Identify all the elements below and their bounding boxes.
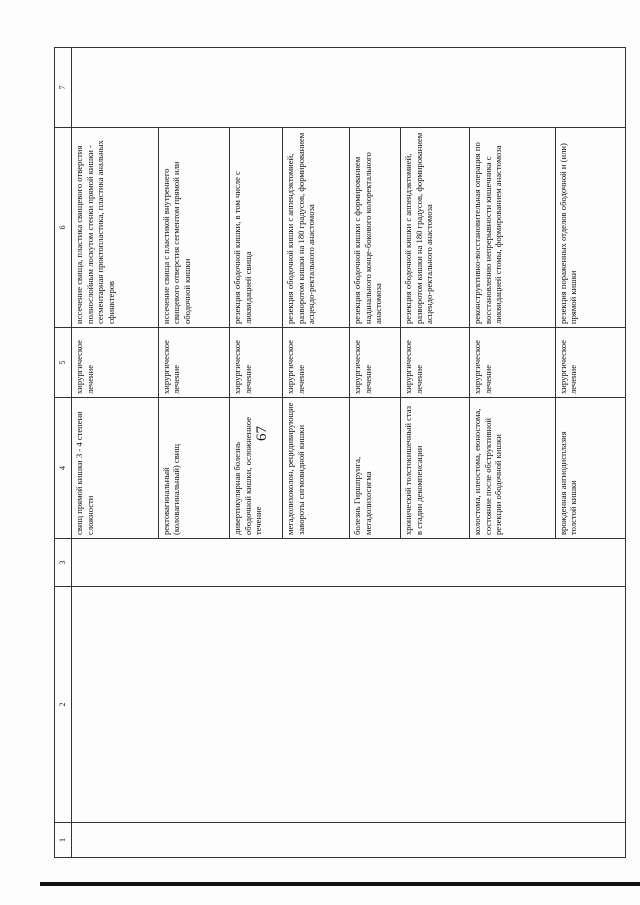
empty-cell xyxy=(72,48,626,128)
method-cell: резекция ободочной кишки с формированием наданального конце-бокового колоректального анастомоза xyxy=(350,128,401,328)
diagnosis-cell: колостома, илеостома, еюностома, состояние после обструктивной резекции ободочной кишки xyxy=(470,398,555,539)
treatment-type-cell: хирургическое лечение xyxy=(283,328,350,398)
method-cell: резекция ободочной кишки с аппендэктомией, разворотом кишки на 180 градусов, формированием асцендо-ректального анастомоза xyxy=(401,128,470,328)
diagnosis-cell: болезнь Гиршпрунга, мегадолихосигма xyxy=(350,398,401,539)
table-row xyxy=(72,48,159,858)
method-cell: резекция пораженных отделов ободочной и (или) прямой кишки xyxy=(555,128,625,328)
empty-cell xyxy=(72,823,626,858)
column-number: 5 xyxy=(55,328,72,398)
column-number: 3 xyxy=(55,539,72,587)
treatment-type-cell: хирургическое лечение xyxy=(158,328,229,398)
treatment-type-cell: хирургическое лечение xyxy=(350,328,401,398)
treatment-type-cell: хирургическое лечение xyxy=(470,328,555,398)
column-number: 4 xyxy=(55,398,72,539)
treatment-type-cell: хирургическое лечение xyxy=(230,328,283,398)
diagnosis-cell: ректовагинальный (коловагинальный) свищ xyxy=(158,398,229,539)
page-number: 67 xyxy=(254,426,270,441)
diagnosis-cell: дивертикулярная болезнь ободочной кишки, осложненное течение xyxy=(230,398,283,539)
method-cell: иссечение свища с пластикой внутреннего свищевого отверстия сегментом прямой или ободочной кишки xyxy=(158,128,229,328)
diagnosis-cell: мегадолихоколон, рецидивирующие завороты сигмовидной кишки xyxy=(283,398,350,539)
treatment-type-cell: хирургическое лечение xyxy=(555,328,625,398)
method-cell: иссечение свища, пластика свищевого отверстия полнослойным лоскутом стенки прямой кишки - сегментарная проктопластика, пластика анальных сфинктеров xyxy=(72,128,159,328)
diagnosis-cell: свищ прямой кишки 3 - 4 степени сложности xyxy=(72,398,159,539)
rotated-table-wrapper xyxy=(54,48,626,858)
treatment-type-cell: хирургическое лечение xyxy=(72,328,159,398)
column-number: 1 xyxy=(55,823,72,858)
column-number: 7 xyxy=(55,48,72,128)
method-cell: реконструктивно-восстановительная операция по восстановлению непрерывности кишечника с ликвидацией стомы, формированием анастомоза xyxy=(470,128,555,328)
column-number: 6 xyxy=(55,128,72,328)
method-cell: резекция ободочной кишки, в том числе с ликвидацией свища xyxy=(230,128,283,328)
method-cell: резекция ободочной кишки с аппендэктомией, разворотом кишки на 180 градусов, формированием асцендо-ректального анастомоза xyxy=(283,128,350,328)
empty-cell xyxy=(72,539,626,587)
empty-cell xyxy=(72,587,626,823)
column-number-row xyxy=(55,48,72,858)
treatment-type-cell: хирургическое лечение xyxy=(401,328,470,398)
procedures-table xyxy=(54,47,626,858)
diagnosis-cell: хронический толстокишечный стаз в стадии декомпенсации xyxy=(401,398,470,539)
column-number: 2 xyxy=(55,587,72,823)
bottom-rule xyxy=(40,882,640,886)
diagnosis-cell: врожденная ангиодисплазия толстой кишки xyxy=(555,398,625,539)
